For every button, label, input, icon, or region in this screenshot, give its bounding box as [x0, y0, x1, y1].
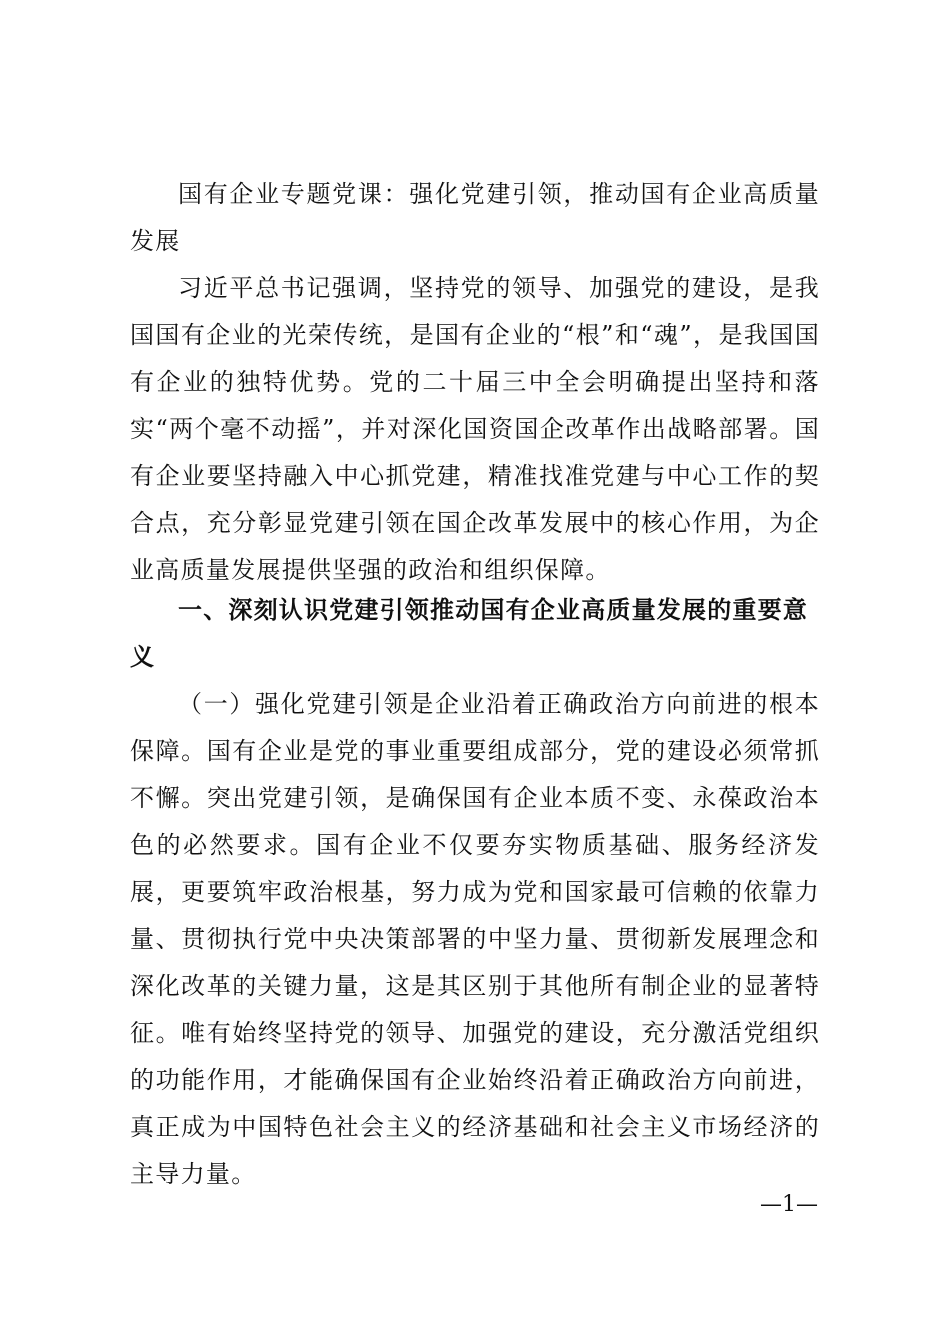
document-title: 国有企业专题党课：强化党建引领，推动国有企业高质量发展 [130, 180, 820, 255]
page-number: —1— [760, 1192, 818, 1217]
subsection-1-block [130, 681, 820, 1198]
subsection-1-paragraph: （一）强化党建引领是企业沿着正确政治方向前进的根本保障。国有企业是党的事业重要组成部分，党的建设必须常抓不懈。突出党建引领，是确保国有企业本质不变、永葆政治本色的必然要求。国有企业不仅要夯实物质基础、服务经济发展，更要筑牢政治根基，努力成为党和国家最可信赖的依靠力量、贯彻执行党中央决策部署的中坚力量、贯彻新发展理念和深化改革的关键力量，这是其区别于其他所有制企业的显著特征。唯有始终坚持党的领导、加强党的建设，充分激活党组织的功能作用，才能确保国有企业始终沿着正确政治方向前进，真正成为中国特色社会主义的经济基础和社会主义市场经济的主导力量。 [130, 690, 820, 1188]
intro-paragraph: 习近平总书记强调，坚持党的领导、加强党的建设，是我国国有企业的光荣传统，是国有企业的“根”和“魂”，是我国国有企业的独特优势。党的二十届三中全会明确提出坚持和落实“两个毫不动摇”，并对深化国资国企改革作出战略部署。国有企业要坚持融入中心抓党建，精准找准党建与中心工作的契合点，充分彰显党建引领在国企改革发展中的核心作用，为企业高质量发展提供坚强的政治和组织保障。 [130, 274, 820, 584]
section-heading-1: 一、深刻认识党建引领推动国有企业高质量发展的重要意义 [130, 596, 808, 671]
intro-paragraph-block [130, 265, 820, 594]
document-title-paragraph [130, 171, 820, 265]
